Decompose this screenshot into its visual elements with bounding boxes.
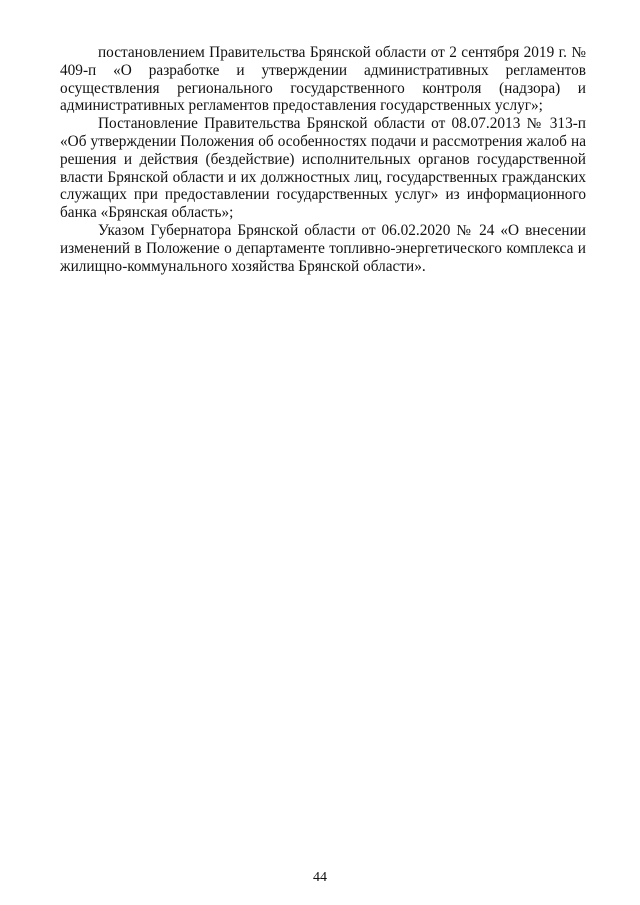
paragraph-decree-24: Указом Губернатора Брянской области от 06.02.2020 № 24 «О внесении изменений в Положение о департаменте топливно-энергетического комплекса и жилищно-коммунального хозяйства Брянской области».: [60, 221, 586, 275]
paragraph-resolution-313: Постановление Правительства Брянской области от 08.07.2013 № 313-п «Об утверждении Положения об особенностях подачи и рассмотрения жалоб на решения и действия (бездействие) исполнительных органов государственной власти Брянской области и их должностных лиц, государственных гражданских служащих при предоставлении государственных услуг» из информационного банка «Брянская область»;: [60, 115, 586, 222]
page-number: 44: [313, 870, 327, 885]
document-body: [60, 44, 586, 275]
paragraph-resolution-409: постановлением Правительства Брянской области от 2 сентября 2019 г. № 409-п «О разработке и утверждении административных регламентов осуществления регионального государственного контроля (надзора) и административных регламентов предоставления государственных услуг»;: [60, 44, 586, 115]
